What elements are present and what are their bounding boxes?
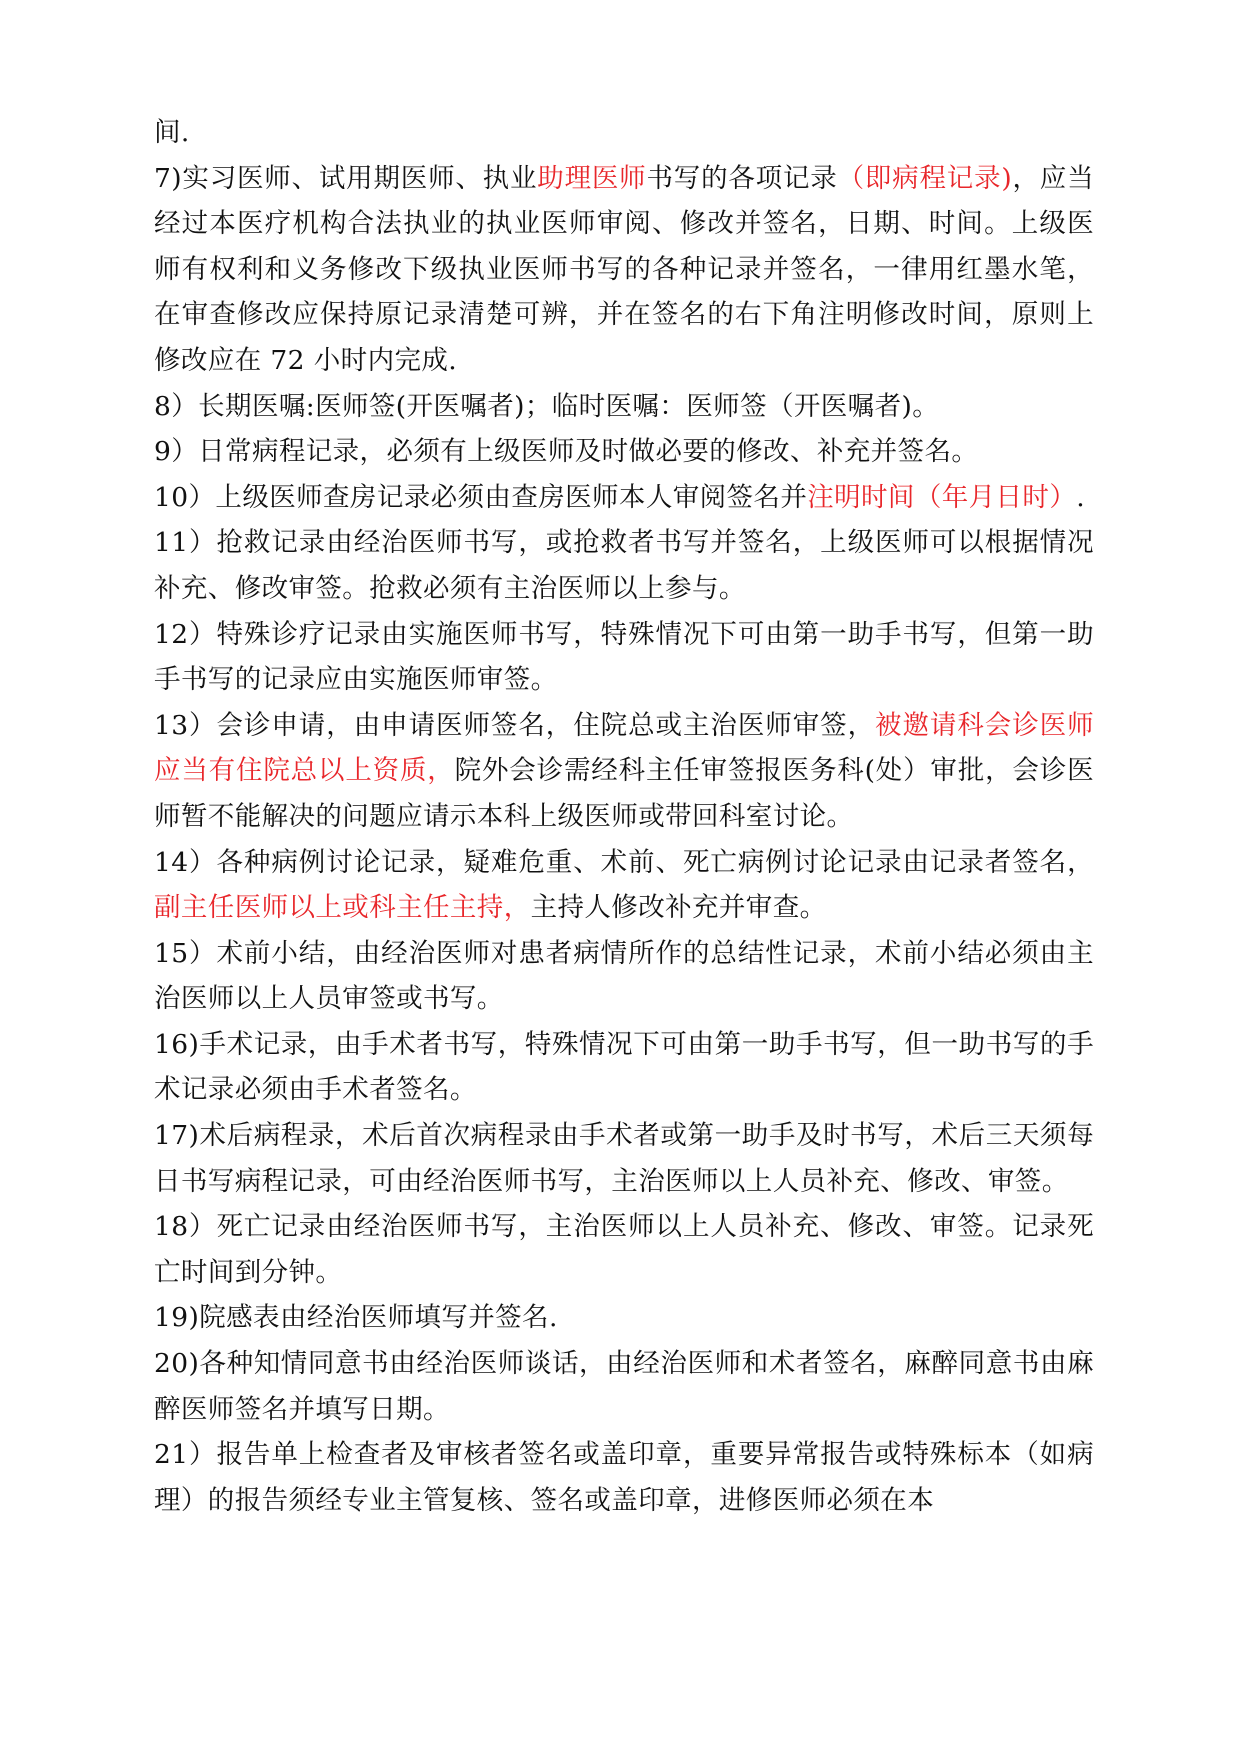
paragraph-text: 12）特殊诊疗记录由实施医师书写，特殊情况下可由第一助手书写，但第一助手书写的记录应由实施医师审签。 <box>154 618 1094 696</box>
paragraph-text: 14）各种病例讨论记录，疑难危重、术前、死亡病例讨论记录由记录者签名， <box>154 846 1094 878</box>
paragraph-text: 15）术前小结，由经治医师对患者病情所作的总结性记录，术前小结必须由主治医师以上人员审签或书写。 <box>154 937 1094 1015</box>
paragraph <box>154 1295 1094 1341</box>
paragraph <box>154 703 1094 840</box>
highlighted-text: 被邀请科会诊医师应当有住院总以上资质， <box>154 709 1094 787</box>
highlighted-text: 助理医师 <box>537 162 647 194</box>
paragraph-text: 9）日常病程记录，必须有上级医师及时做必要的修改、补充并签名。 <box>154 436 979 468</box>
paragraph <box>154 1113 1094 1204</box>
paragraph-text: 7)实习医师、试用期医师、执业 <box>154 162 538 194</box>
paragraph <box>154 612 1094 703</box>
paragraph <box>154 475 1094 521</box>
paragraph-text: 17)术后病程录，术后首次病程录由手术者或第一助手及时书写，术后三天须每日书写病程记录，可由经治医师书写，主治医师以上人员补充、修改、审签。 <box>154 1120 1094 1197</box>
paragraph <box>154 1432 1094 1523</box>
paragraph-text: 18）死亡记录由经治医师书写，主治医师以上人员补充、修改、审签。记录死亡时间到分钟。 <box>154 1211 1094 1288</box>
paragraph-text: 19)院感表由经治医师填写并签名. <box>154 1302 558 1334</box>
paragraph <box>154 840 1094 931</box>
paragraph-text: 20)各种知情同意书由经治医师谈话，由经治医师和术者签名，麻醉同意书由麻醉医师签名并填写日期。 <box>154 1348 1094 1425</box>
paragraph-text: 21）报告单上检查者及审核者签名或盖印章，重要异常报告或特殊标本（如病理）的报告须经专业主管复核、签名或盖印章，进修医师必须在本 <box>154 1439 1094 1516</box>
highlighted-text: 副主任医师以上或科主任主持， <box>154 892 531 924</box>
paragraph <box>154 384 1094 430</box>
paragraph <box>154 1204 1094 1295</box>
paragraph-text: 16)手术记录，由手术者书写，特殊情况下可由第一助手书写，但一助书写的手术记录必须由手术者签名。 <box>154 1028 1094 1106</box>
paragraph-text: 11）抢救记录由经治医师书写，或抢救者书写并签名，上级医师可以根据情况补充、修改审签。抢救必须有主治医师以上参与。 <box>154 527 1094 604</box>
paragraph <box>154 931 1094 1022</box>
paragraph-text: 8）长期医嘱:医师签(开医嘱者)；临时医嘱：医师签（开医嘱者)。 <box>154 390 940 422</box>
highlighted-text: （即病程记录) <box>837 162 1013 194</box>
paragraph-text: 书写的各项记录 <box>646 162 838 194</box>
paragraph <box>154 110 1094 156</box>
paragraph-text: 10）上级医师查房记录必须由查房医师本人审阅签名并 <box>154 481 808 513</box>
paragraph-text: 主持人修改补充并审查。 <box>530 892 827 924</box>
highlighted-text: 注明时间（年月日时） <box>807 481 1077 513</box>
paragraph-text: 13）会诊申请，由申请医师签名，住院总或主治医师审签， <box>154 709 876 741</box>
paragraph-text: 间. <box>154 117 190 148</box>
paragraph <box>154 156 1094 384</box>
paragraph <box>154 429 1094 475</box>
paragraph-text: . <box>1076 481 1086 513</box>
document-body <box>154 110 1094 1523</box>
document-page <box>154 110 1094 1523</box>
paragraph <box>154 1341 1094 1432</box>
paragraph-text: ，应当经过本医疗机构合法执业的执业医师审阅、修改并签名，日期、时间。上级医师有权利和义务修改下级执业医师书写的各种记录并签名，一律用红墨水笔，在审查修改应保持原记录清楚可辨，并在签名的右下角注明修改时间，原则上修改应在 72 小时内完成. <box>154 162 1095 376</box>
paragraph <box>154 1022 1094 1113</box>
paragraph <box>154 520 1094 611</box>
paragraph-text: 院外会诊需经科主任审签报医务科(处）审批，会诊医师暂不能解决的问题应请示本科上级医师或带回科室讨论。 <box>154 755 1094 832</box>
